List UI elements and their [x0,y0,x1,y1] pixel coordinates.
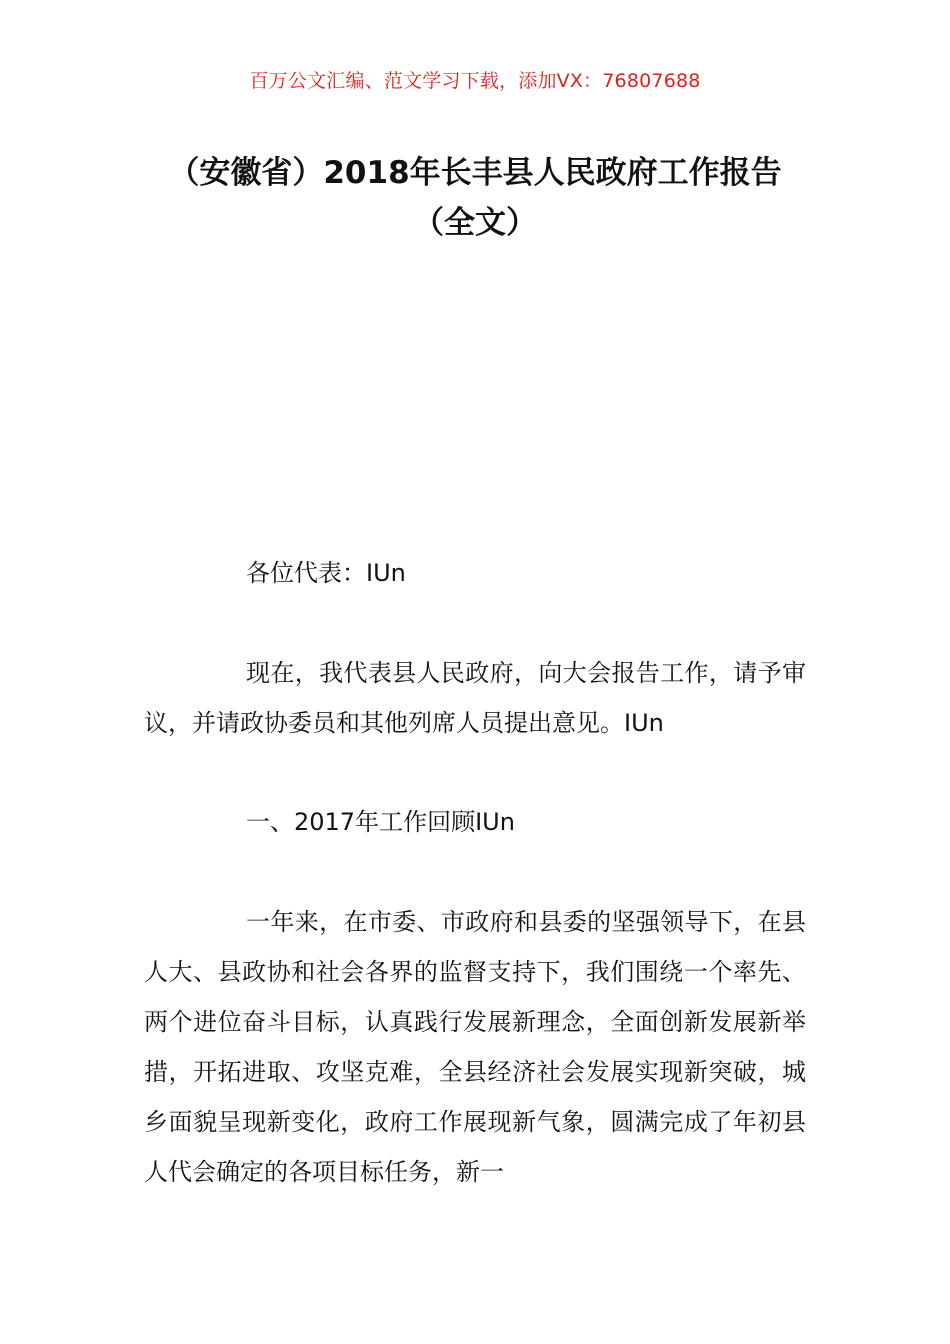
review-paragraph: 一年来，在市委、市政府和县委的坚强领导下，在县人大、县政协和社会各界的监督支持下，我们围绕一个率先、两个进位奋斗目标，认真践行发展新理念，全面创新发展新举措，开拓进取、攻坚克难，全县经济社会发展实现新突破，城乡面貌呈现新变化，政府工作展现新气象，圆满完成了年初县人代会确定的各项目标任务，新一 [144,908,806,1186]
salutation-paragraph: 各位代表：IUn [246,559,406,587]
document-title: （安徽省）2018年长丰县人民政府工作报告（全文） [168,155,782,241]
header-promo-text: 百万公文汇编、范文学习下载，添加VX：76807688 [249,70,701,92]
opening-paragraph: 现在，我代表县人民政府，向大会报告工作，请予审议，并请政协委员和其他列席人员提出意见。IUn [144,659,806,737]
section-heading-paragraph: 一、2017年工作回顾IUn [246,808,515,836]
